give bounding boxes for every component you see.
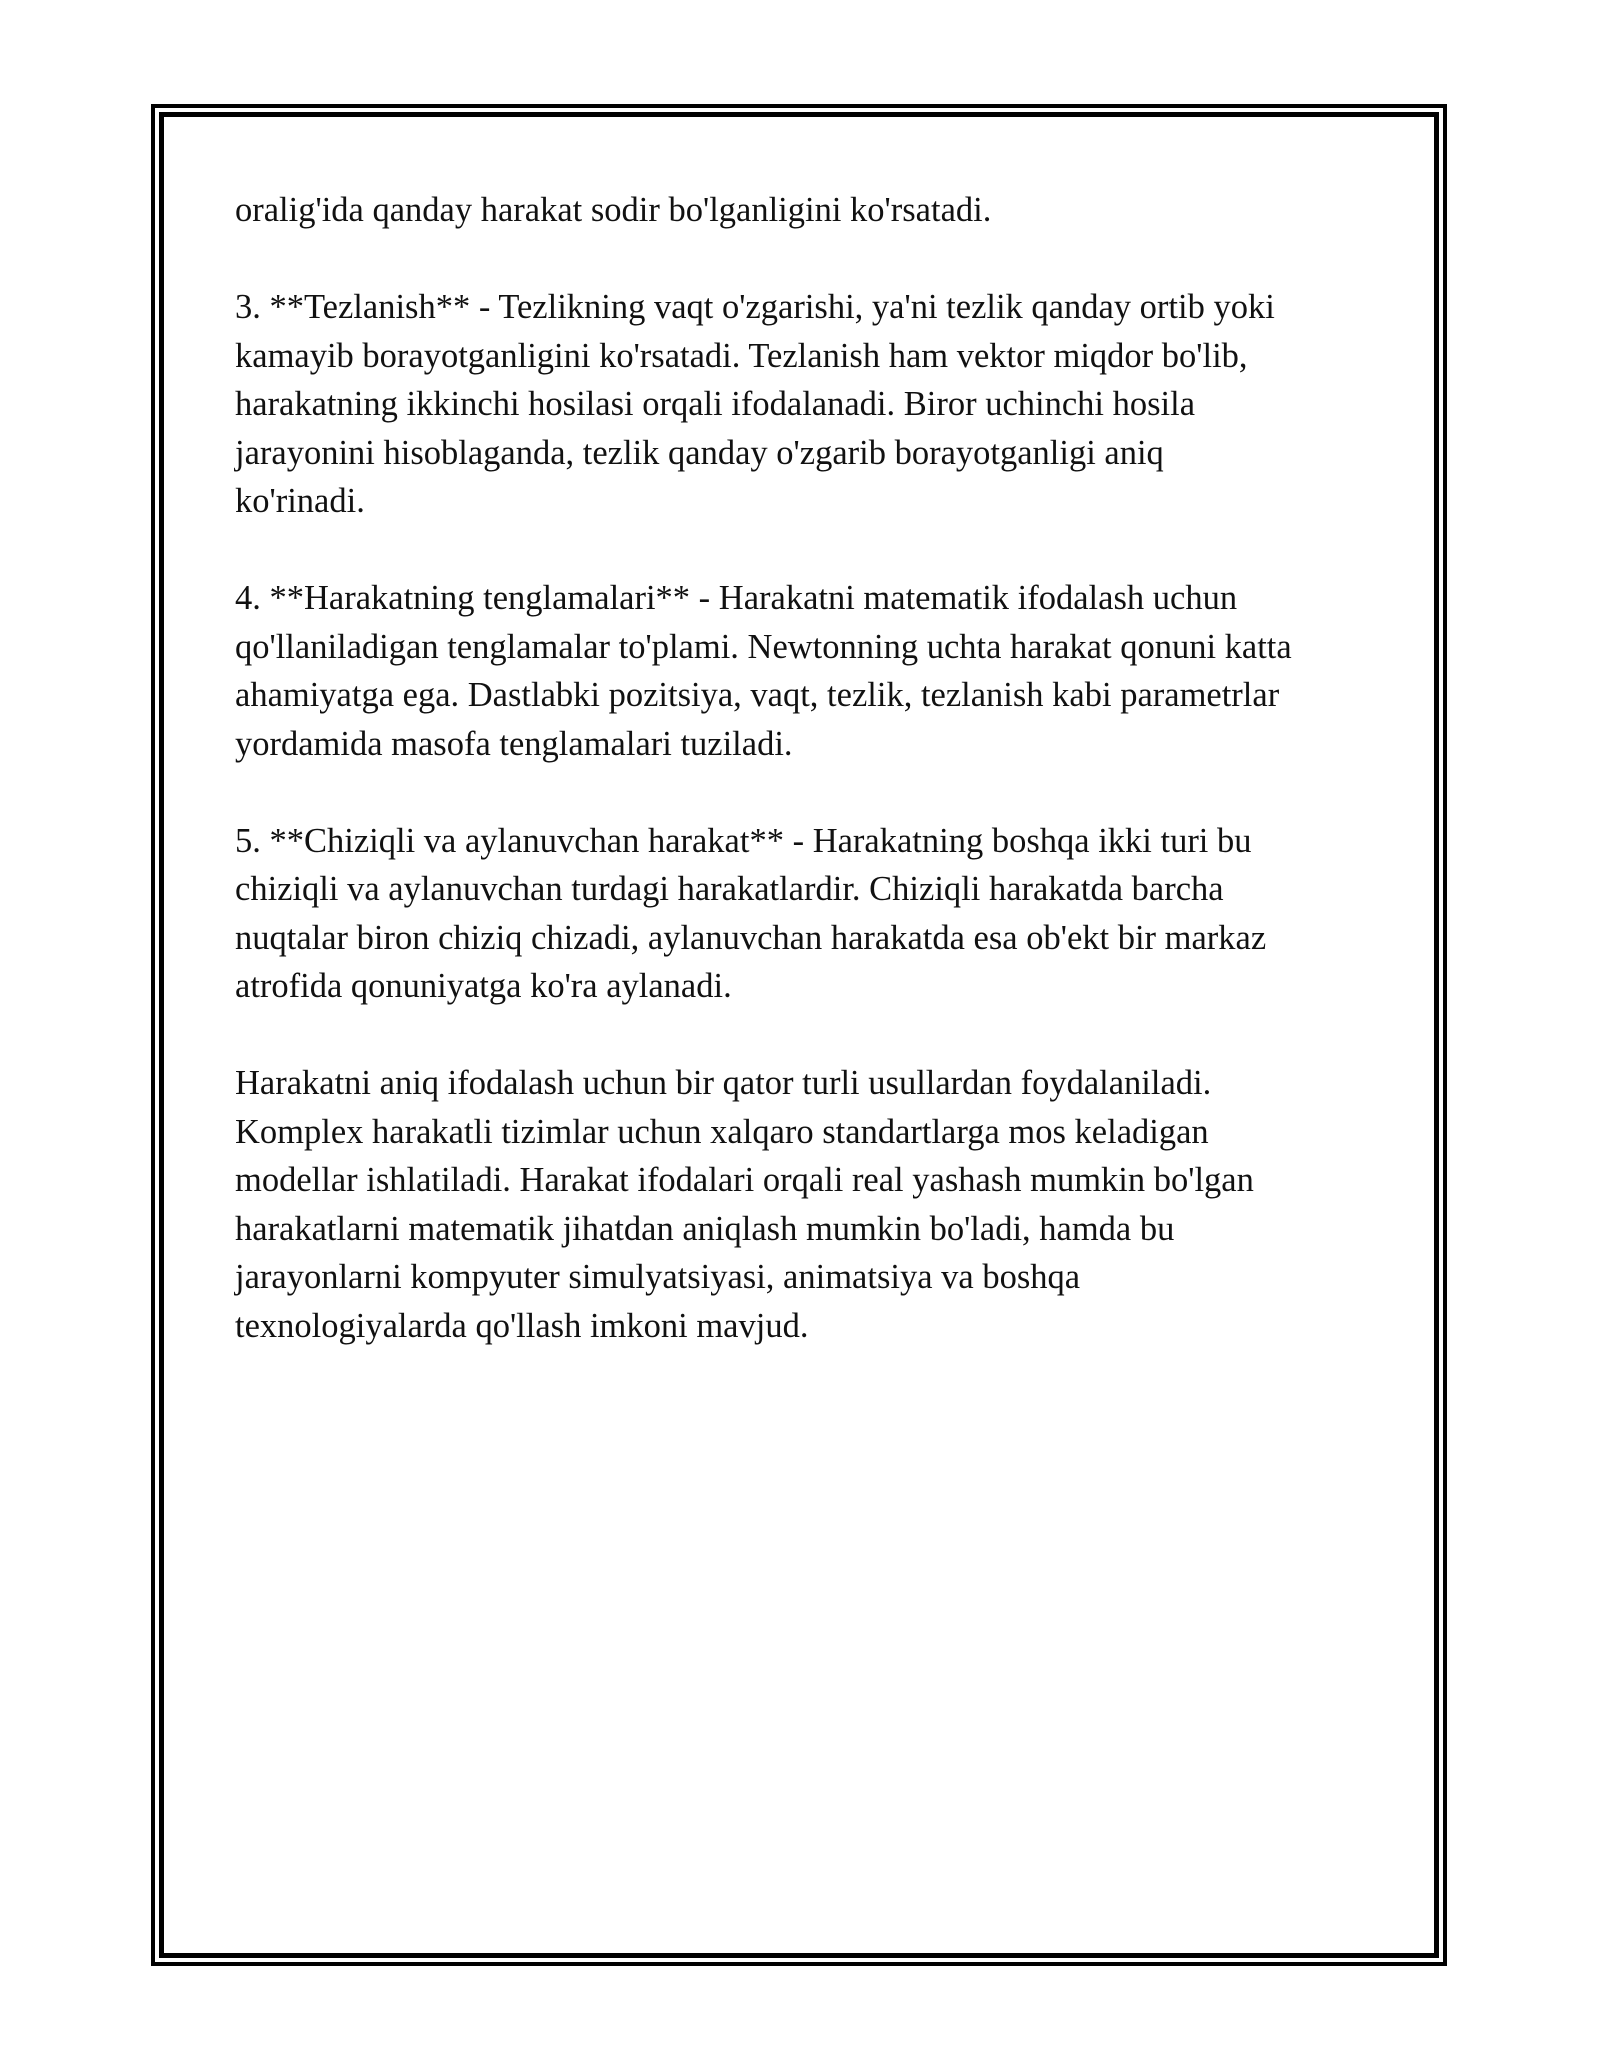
paragraph-tezlanish: 3. **Tezlanish** - Tezlikning vaqt o'zgarishi, ya'ni tezlik qanday ortib yoki kamayib borayotganligini ko'rsatadi. Tezlanish ham vektor miqdor bo'lib, harakatning ikkinchi hosilasi orqali ifodalanadi. Biror uchinchi hosila jarayonini hisoblaganda, tezlik qanday o'zgarib borayotganligi aniq ko'rinadi. [235, 288, 1275, 520]
paragraph-chiziqli-aylanuvchan: 5. **Chiziqli va aylanuvchan harakat** - Harakatning boshqa ikki turi bu chiziqli va aylanuvchan turdagi harakatlardir. Chiziqli harakatda barcha nuqtalar biron chiziq chizadi, aylanuvchan harakatda esa ob'ekt bir markaz atrofida qonuniyatga ko'ra aylanadi. [235, 821, 1267, 1005]
document-body [235, 186, 1385, 1399]
paragraph-harakat-tenglamalari: 4. **Harakatning tenglamalari** - Harakatni matematik ifodalash uchun qo'llaniladigan tenglamalar to'plami. Newtonning uchta harakat qonuni katta ahamiyatga ega. Dastlabki pozitsiya, vaqt, tezlik, tezlanish kabi parametrlar yordamida masofa tenglamalari tuziladi. [235, 579, 1292, 763]
paragraph-continuation: oralig'ida qanday harakat sodir bo'lganligini ko'rsatadi. [235, 191, 992, 229]
paragraph-conclusion: Harakatni aniq ifodalash uchun bir qator turli usullardan foydalaniladi. Komplex harakatli tizimlar uchun xalqaro standartlarga mos keladigan modellar ishlatiladi. Harakat ifodalari orqali real yashash mumkin bo'lgan harakatlarni matematik jihatdan aniqlash mumkin bo'ladi, hamda bu jarayonlarni kompyuter simulyatsiyasi, animatsiya va boshqa texnologiyalarda qo'llash imkoni mavjud. [235, 1064, 1254, 1345]
